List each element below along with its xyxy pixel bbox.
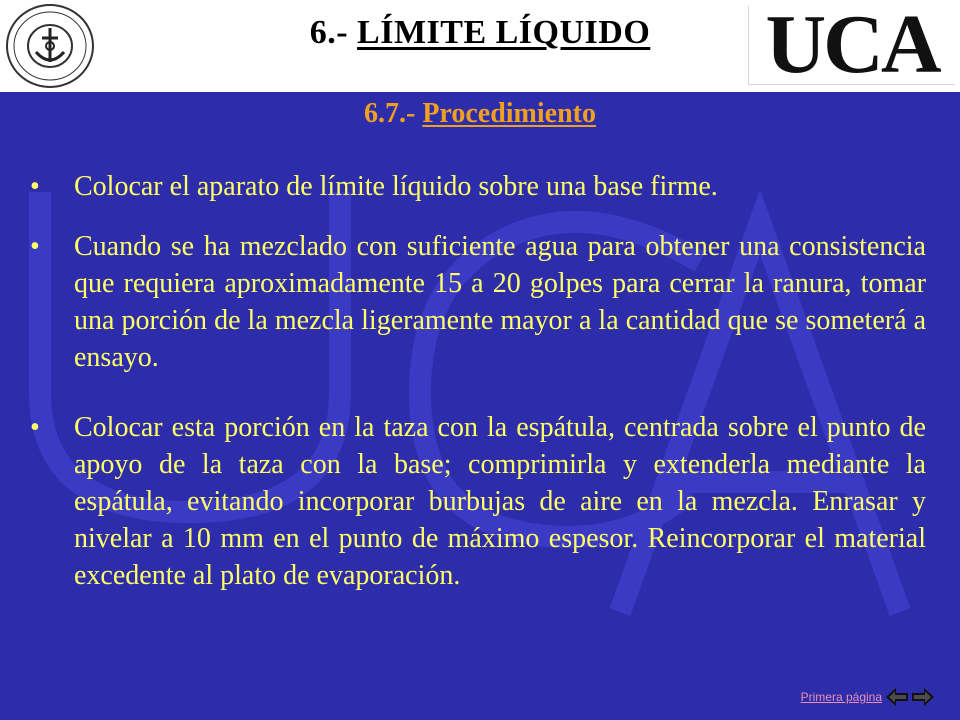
- bullet-marker: •: [30, 231, 40, 262]
- list-item: [30, 168, 926, 205]
- bullet-marker: •: [30, 171, 40, 202]
- first-page-link[interactable]: Primera página: [800, 690, 882, 704]
- section-prefix: 6.7.-: [364, 98, 423, 129]
- bullet-marker: •: [30, 412, 40, 443]
- bullet-text: Cuando se ha mezclado con suficiente agua para obtener una consistencia que requiera aproximadamente 15 a 20 golpes para cerrar la ranura, tomar una porción de la mezcla ligeramente mayor a la cantidad que se someterá a ensayo.: [74, 231, 926, 373]
- section-title: Procedimiento: [422, 98, 596, 129]
- title-main: LÍMITE LÍQUIDO: [357, 14, 651, 51]
- list-item: [30, 409, 926, 594]
- slide-navigation: [801, 688, 934, 706]
- procedure-list: [30, 168, 926, 594]
- slide-header: [0, 0, 960, 92]
- arrow-right-icon[interactable]: [912, 688, 934, 706]
- title-prefix: 6.-: [309, 14, 358, 51]
- section-subtitle: [0, 98, 960, 130]
- bullet-text: Colocar el aparato de límite líquido sobre una base firme.: [74, 171, 718, 202]
- content-panel: [0, 92, 960, 720]
- uca-logo: UCA: [748, 6, 955, 85]
- arrow-left-icon[interactable]: [886, 688, 908, 706]
- bullet-text: Colocar esta porción en la taza con la espátula, centrada sobre el punto de apoyo de la taza con la base; comprimirla y extenderla mediante la espátula, evitando incorporar burbujas de aire en la mezcla. Enrasar y nivelar a 10 mm en el punto de máximo espesor. Reincorporar el material excedente al plato de evaporación.: [74, 412, 926, 591]
- list-item: [30, 228, 926, 376]
